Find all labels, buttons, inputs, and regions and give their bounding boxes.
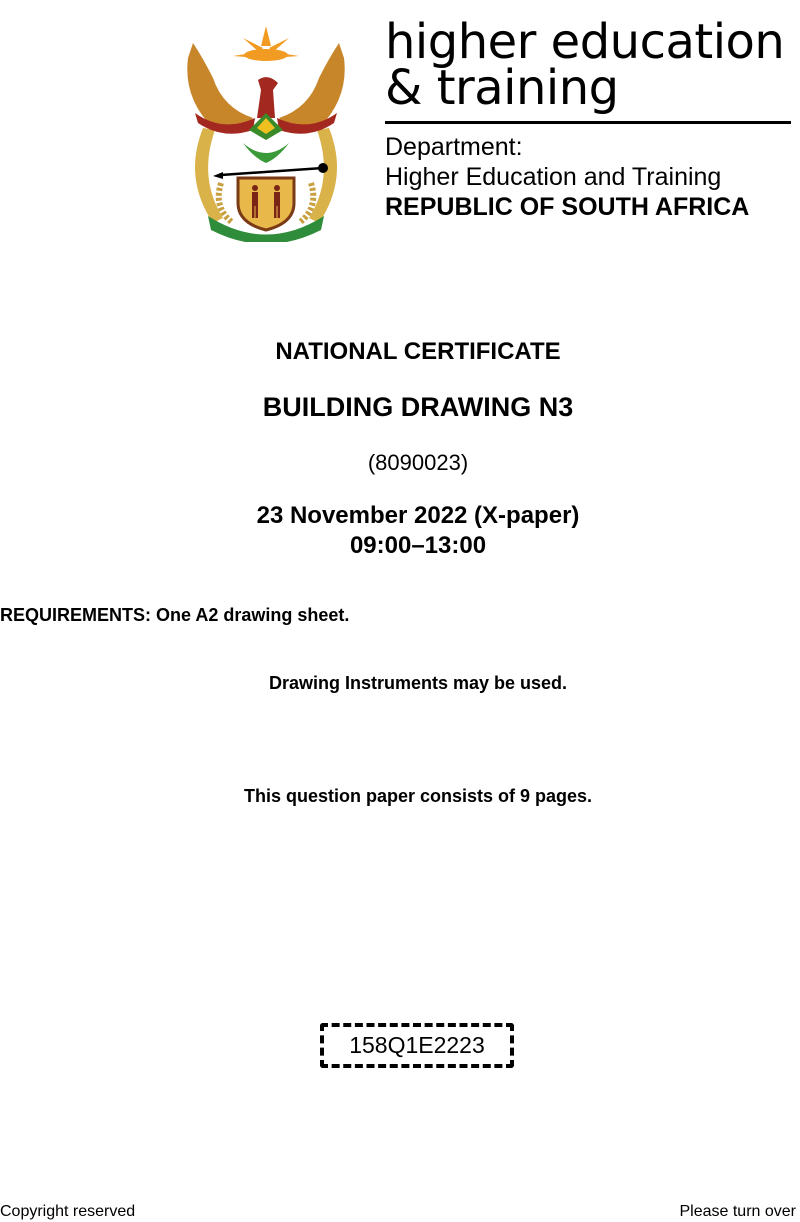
certificate-title: NATIONAL CERTIFICATE: [275, 338, 561, 365]
header-divider: [385, 121, 791, 124]
exam-date: 23 November 2022 (X-paper): [256, 502, 580, 529]
requirements: REQUIREMENTS: One A2 drawing sheet.: [0, 605, 350, 625]
department-name: Higher Education and Training: [385, 163, 722, 191]
instruments-note: Drawing Instruments may be used.: [268, 673, 568, 693]
exam-time: 09:00–13:00: [349, 532, 487, 559]
footer-turn-over: Please turn over: [679, 1203, 796, 1220]
coat-of-arms-logo: [183, 18, 349, 242]
brand-line-2: & training: [385, 60, 619, 116]
paper-code: 158Q1E2223: [320, 1023, 514, 1068]
pages-note: This question paper consists of 9 pages.: [243, 786, 593, 806]
subject-code: (8090023): [367, 450, 469, 475]
country-name: REPUBLIC OF SOUTH AFRICA: [385, 193, 750, 221]
footer-copyright: Copyright reserved: [0, 1203, 136, 1220]
brand-line-1: higher education: [385, 14, 785, 70]
subject-title: BUILDING DRAWING N3: [262, 392, 574, 422]
department-label: Department:: [385, 133, 523, 161]
